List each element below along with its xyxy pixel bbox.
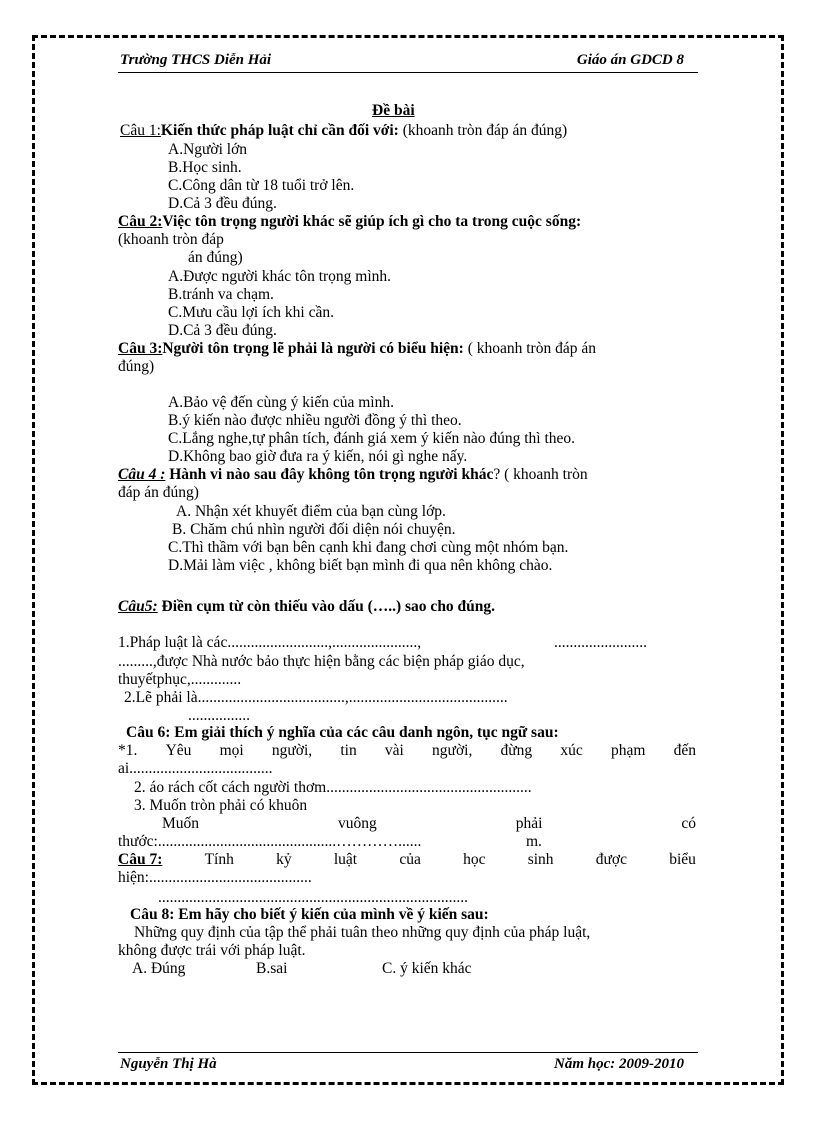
q3-option-c: C.Lắng nghe,tự phân tích, đánh giá xem ý kiến nào đúng thì theo. <box>168 430 576 447</box>
q6-word: người, <box>271 742 313 759</box>
q3-option-a: A.Bảo vệ đến cùng ý kiến của mình. <box>168 394 394 411</box>
q6-sentence-2: 2. áo rách cốt cách người thơm..................................................... <box>134 779 532 796</box>
q8-option-b: B.sai <box>256 960 288 977</box>
q8-line-2: không được trái với pháp luật. <box>118 942 306 959</box>
q6-sentence-3d: m. <box>526 833 542 850</box>
q6-word: xúc <box>560 742 583 759</box>
page-title: Đề bài <box>372 102 415 119</box>
q7-cont-2: ................................................................................ <box>158 889 468 906</box>
page-header <box>118 52 698 73</box>
q7-word: kỷ <box>276 851 292 868</box>
header-subject: Giáo án GDCD 8 <box>576 52 684 68</box>
q7-word: được <box>595 851 628 868</box>
q7-label: Câu 7: <box>118 851 163 868</box>
question-6: Câu 6: Em giải thích ý nghĩa của các câu danh ngôn, tục ngữ sau: <box>126 724 559 741</box>
q6-word: vài <box>384 742 404 759</box>
q6-word: Muốn <box>162 815 200 832</box>
q6-word: người, <box>432 742 473 759</box>
q2-note-1: (khoanh tròn đáp <box>118 231 224 248</box>
q6-word: phải <box>515 815 543 832</box>
q6-word: đừng <box>500 742 533 759</box>
q6-word: vuông <box>338 815 377 832</box>
q4-label: Câu 4 : <box>118 466 166 483</box>
q2-note-2: án đúng) <box>188 249 243 266</box>
q4-option-b: B. Chăm chú nhìn người đối diện nói chuyện. <box>172 521 456 538</box>
footer-year: Năm học: 2009-2010 <box>554 1056 684 1072</box>
q6-word: phạm <box>610 742 646 759</box>
q6-word: mọi <box>219 742 244 759</box>
question-5 <box>118 598 495 616</box>
q4-text: Hành vi nào sau đây không tôn trọng người khác <box>165 466 494 483</box>
q5-text: Điền cụm từ còn thiếu vào dấu (…..) sao cho đúng. <box>157 598 496 615</box>
q7-word: sinh <box>527 851 554 868</box>
question-3 <box>118 340 596 358</box>
q6-sentence-3c: thước:..............................................…………...... <box>118 833 422 850</box>
question-2 <box>118 213 581 231</box>
q3-text: Người tôn trọng lẽ phải là người có biểu hiện: <box>162 340 464 357</box>
q2-option-a: A.Được người khác tôn trọng mình. <box>168 268 392 285</box>
q6-sentence-1 <box>118 742 696 760</box>
q1-option-b: B.Học sinh. <box>168 159 242 176</box>
question-7 <box>118 851 696 869</box>
q1-text: Kiến thức pháp luật chỉ cần đối với: <box>160 122 399 139</box>
q5-label: Câu5: <box>118 598 158 615</box>
q1-option-c: C.Công dân từ 18 tuổi trở lên. <box>168 177 355 194</box>
q5-line-1b: ........................ <box>554 634 647 651</box>
q4-option-a: A. Nhận xét khuyết điểm của bạn cùng lớp. <box>176 503 446 520</box>
q4-note-2: đáp án đúng) <box>118 484 199 501</box>
q6-sentence-3: 3. Muốn tròn phải có khuôn <box>134 797 308 814</box>
q3-note-2: đúng) <box>118 358 155 375</box>
q2-option-d: D.Cả 3 đều đúng. <box>168 322 277 339</box>
q6-word: *1. <box>118 742 138 759</box>
q8-line-1: Những quy định của tập thể phải tuân theo những quy định của pháp luật, <box>134 924 591 941</box>
q4-note-1: ? ( khoanh tròn <box>493 466 588 483</box>
q8-option-a: A. Đúng <box>132 960 186 977</box>
q6-word: đến <box>673 742 696 759</box>
page-footer <box>118 1052 698 1076</box>
q1-label: Câu 1: <box>120 122 161 139</box>
q7-cont: hiện:.......................................... <box>118 869 312 886</box>
q5-line-5: ................ <box>188 707 250 724</box>
q3-option-d: D.Không bao giờ đưa ra ý kiến, nói gì nghe nấy. <box>168 448 468 465</box>
q6-sentence-1-cont: ai..................................... <box>118 760 273 777</box>
q8-option-c: C. ý kiến khác <box>382 960 472 977</box>
q4-option-d: D.Mải làm việc , không biết bạn mình đi qua nên không chào. <box>168 557 553 574</box>
q6-word: có <box>681 815 696 832</box>
q2-label: Câu 2: <box>118 213 163 230</box>
q7-word: của <box>399 851 421 868</box>
header-school: Trường THCS Diễn Hải <box>120 52 272 68</box>
q2-option-c: C.Mưu cầu lợi ích khi cần. <box>168 304 334 321</box>
q1-note: (khoanh tròn đáp án đúng) <box>398 122 568 139</box>
q6-word: tin <box>340 742 357 759</box>
footer-author: Nguyễn Thị Hà <box>120 1056 217 1072</box>
q2-text: Việc tôn trọng người khác sẽ giúp ích gì cho ta trong cuộc sống: <box>162 213 582 230</box>
q5-line-2: .........,được Nhà nước bảo thực hiện bằng các biện pháp giáo dục, <box>118 653 525 670</box>
q4-option-c: C.Thì thầm với bạn bên cạnh khi đang chơi cùng một nhóm bạn. <box>168 539 569 556</box>
q1-option-a: A.Người lớn <box>168 141 248 158</box>
q6-sentence-3b <box>162 815 696 833</box>
q3-note-1: ( khoanh tròn đáp án <box>463 340 596 357</box>
q2-option-b: B.tránh va chạm. <box>168 286 274 303</box>
question-1 <box>120 122 567 140</box>
q7-word: Tính <box>204 851 234 868</box>
question-4 <box>118 466 588 484</box>
q5-line-3: thuyếtphục,............. <box>118 671 242 688</box>
q7-word: biểu <box>669 851 696 868</box>
question-8: Câu 8: Em hãy cho biết ý kiến của mình về ý kiến sau: <box>130 906 489 923</box>
q3-option-b: B.ý kiến nào được nhiều người đồng ý thì theo. <box>168 412 462 429</box>
q7-word: học <box>463 851 486 868</box>
q5-line-4: 2.Lẽ phải là......................................,......................................... <box>124 689 508 706</box>
q3-label: Câu 3: <box>118 340 163 357</box>
q7-word: luật <box>333 851 358 868</box>
q1-option-d: D.Cả 3 đều đúng. <box>168 195 277 212</box>
q5-line-1: 1.Pháp luật là các..........................,......................, <box>118 634 422 651</box>
q6-word: Yêu <box>165 742 192 759</box>
